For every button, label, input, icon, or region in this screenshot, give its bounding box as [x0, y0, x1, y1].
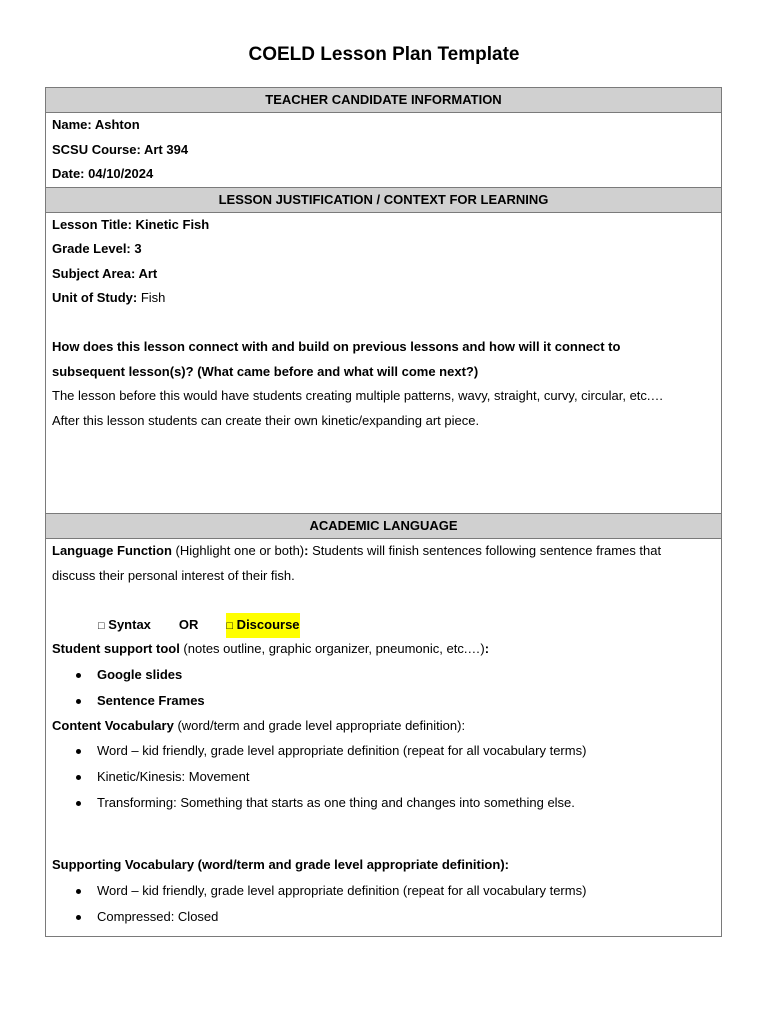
options-or-label: OR — [178, 616, 199, 632]
support-tool-label: Student support tool — [52, 641, 180, 656]
list-item: Word – kid friendly, grade level appropriate definition (repeat for all vocabulary terms) — [52, 878, 715, 904]
teacher-info-section — [46, 113, 721, 187]
section-header-justification: LESSON JUSTIFICATION / CONTEXT FOR LEARNING — [46, 187, 721, 213]
unit-of-study-field — [52, 286, 715, 311]
list-item: Google slides — [52, 662, 715, 688]
language-function-line-1 — [52, 539, 715, 564]
content-vocab-hint: (word/term and grade level appropriate definition): — [173, 717, 466, 733]
content-vocabulary-list — [52, 738, 715, 816]
list-item: Transforming: Something that starts as one thing and changes into something else. — [52, 790, 715, 816]
supporting-vocabulary-list — [52, 878, 715, 930]
support-tool-colon: : — [484, 641, 490, 656]
connection-question-line-2: subsequent lesson(s)? (What came before and what will come next?) — [52, 363, 479, 379]
support-tool-hint: (notes outline, graphic organizer, pneumonic, etc.…) — [179, 641, 485, 656]
justification-section — [46, 213, 721, 514]
content-vocab-label: Content Vocabulary — [52, 717, 174, 733]
list-item: Word – kid friendly, grade level appropriate definition (repeat for all vocabulary terms) — [52, 738, 715, 764]
list-item: Sentence Frames — [52, 688, 715, 714]
content-vocabulary-line — [52, 714, 715, 739]
syntax-label: Syntax — [104, 616, 151, 632]
language-function-colon: : — [304, 543, 309, 558]
blank-space — [52, 433, 715, 513]
blank-line — [52, 311, 715, 336]
supporting-vocabulary-label: Supporting Vocabulary (word/term and grade level appropriate definition): — [52, 857, 509, 872]
document-title: COELD Lesson Plan Template — [248, 44, 520, 65]
section-header-academic-language: ACADEMIC LANGUAGE — [46, 513, 721, 539]
unit-label: Unit of Study: — [52, 290, 138, 305]
course-field: SCSU Course: Art 394 — [52, 141, 189, 157]
blank-space — [52, 816, 715, 853]
lesson-plan-table — [45, 87, 722, 937]
candidate-name: Name: Ashton — [52, 117, 140, 132]
discourse-option-highlighted[interactable] — [226, 613, 299, 639]
subject-area-field: Subject Area: Art — [52, 265, 158, 281]
lesson-title-field: Lesson Title: Kinetic Fish — [52, 216, 210, 232]
date-field: Date: 04/10/2024 — [52, 166, 154, 181]
discourse-checkbox-icon[interactable]: □ — [226, 619, 234, 632]
language-function-text: Students will finish sentences following sentence frames that — [308, 543, 662, 558]
language-function-line-2: discuss their personal interest of their fish. — [52, 567, 295, 583]
section-header-teacher-info: TEACHER CANDIDATE INFORMATION — [46, 88, 721, 113]
syntax-checkbox-icon[interactable]: □ — [98, 619, 105, 632]
connection-question-line-1: How does this lesson connect with and build on previous lessons and how will it connect to — [52, 339, 621, 354]
discourse-label: Discourse — [233, 616, 300, 632]
academic-language-section — [46, 539, 721, 936]
unit-value: Fish — [137, 290, 166, 305]
grade-level-field: Grade Level: 3 — [52, 241, 142, 256]
list-item: Compressed: Closed — [52, 904, 715, 930]
language-function-label: Language Function — [52, 543, 172, 558]
support-tool-list — [52, 662, 715, 714]
syntax-option[interactable] — [98, 613, 151, 639]
connection-answer-line-1: The lesson before this would have students creating multiple patterns, wavy, straight, curvy, circular, etc.… — [52, 388, 664, 403]
blank-line — [52, 588, 715, 613]
list-item: Kinetic/Kinesis: Movement — [52, 764, 715, 790]
language-function-options — [52, 613, 715, 638]
connection-answer-line-2: After this lesson students can create their own kinetic/expanding art piece. — [52, 412, 480, 428]
student-support-tool-line — [52, 637, 715, 662]
language-function-hint: (Highlight one or both) — [171, 543, 305, 558]
